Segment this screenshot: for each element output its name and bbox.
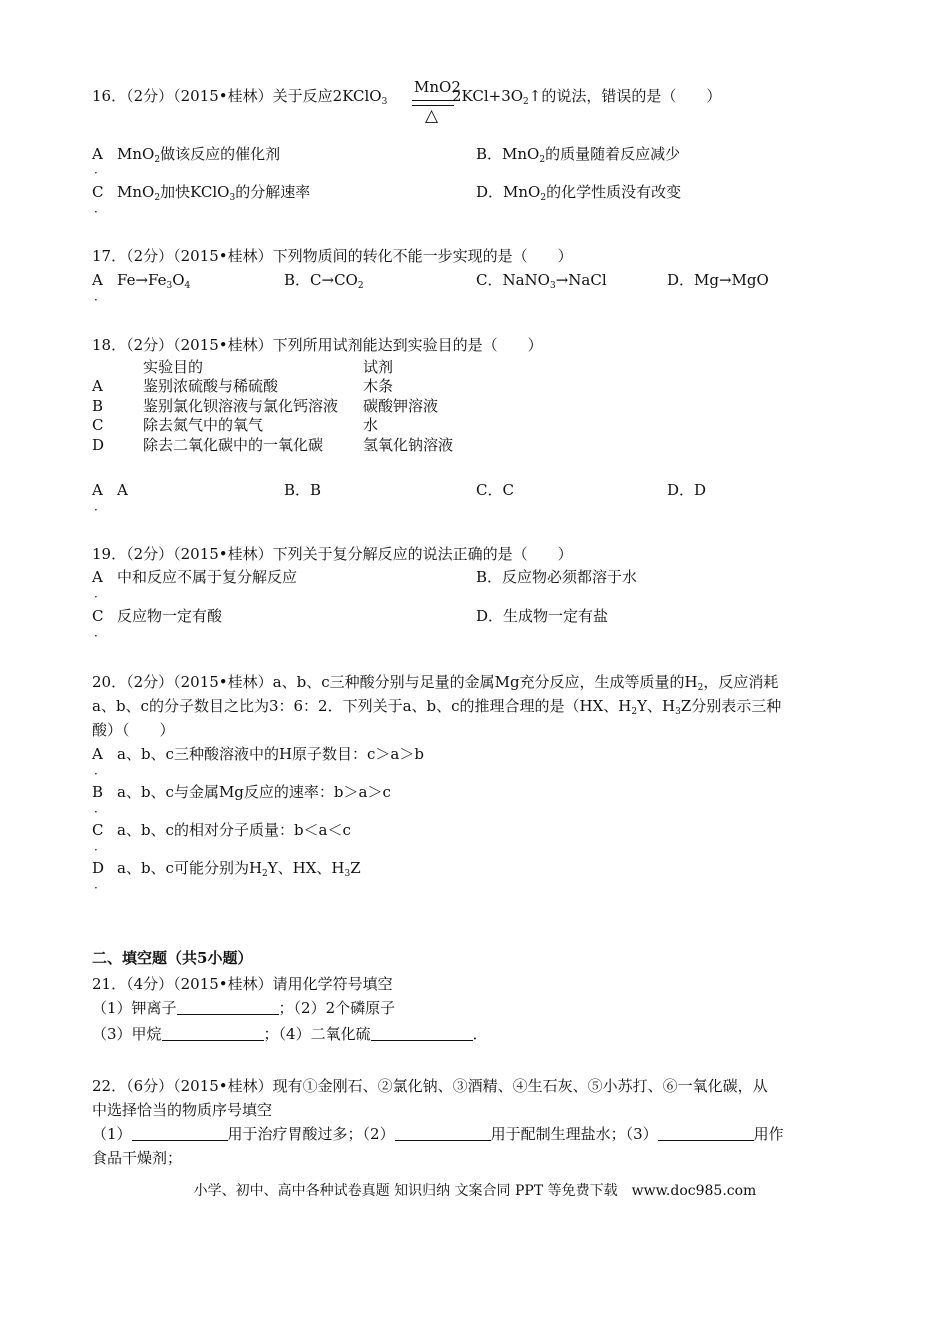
q18-option-b[interactable]: B．B — [284, 481, 322, 499]
q22-stem-line2: 中选择恰当的物质序号填空 — [92, 1101, 273, 1119]
q20-option-d-dot: · — [94, 881, 98, 895]
q20-option-b-label: B — [92, 783, 104, 801]
q16-option-c-dot: · — [94, 205, 98, 219]
q18-row-a-reagent: 木条 — [363, 377, 394, 395]
q16-stem-cont: $2KCl+3O_2↑$的说法，错误的是（ ） — [452, 87, 722, 107]
q19-option-d[interactable]: D．生成物一定有盐 — [476, 607, 609, 625]
q16-stem: 16．（2分）（2015•桂林）关于反应2KClO$_3$ — [92, 87, 388, 107]
q22-stem-line4: 食品干燥剂； — [92, 1149, 183, 1167]
q21-blank-1[interactable] — [177, 1000, 279, 1015]
q17-option-b[interactable]: B．$C\to CO_2$ — [284, 271, 364, 291]
q19-stem: 19．（2分）（2015•桂林）下列关于复分解反应的说法正确的是（ ） — [92, 545, 573, 563]
q19-option-c-label: C — [92, 607, 104, 625]
q20-stem-line2: a、b、c的分子数目之比为3：6：2．下列关于a、b、c的推理合理的是（HX、$H_2Y$、$H_3Z$分别表示三种 — [92, 697, 782, 717]
q18-row-b-reagent: 碳酸钾溶液 — [363, 397, 439, 415]
q19-option-a[interactable]: 中和反应不属于复分解反应 — [117, 568, 298, 586]
q18-stem: 18．（2分）（2015•桂林）下列所用试剂能达到实验目的是（ ） — [92, 336, 543, 354]
q18-row-c-purpose: 除去氮气中的氧气 — [143, 416, 264, 434]
q18-option-c[interactable]: C．C — [476, 481, 514, 499]
q17-option-a-label: A — [92, 271, 103, 289]
q20-option-a[interactable]: a、b、c三种酸溶液中的H原子数目：c＞a＞b — [117, 745, 424, 763]
q17-stem: 17．（2分）（2015•桂林）下列物质间的转化不能一步实现的是（ ） — [92, 247, 573, 265]
q19-option-c-dot: · — [94, 629, 98, 643]
q19-option-b[interactable]: B．反应物必须都溶于水 — [476, 568, 638, 586]
q18-option-a-dot: · — [94, 503, 98, 517]
q17-option-a-dot: · — [94, 293, 98, 307]
q18-row-c-reagent: 水 — [363, 416, 379, 434]
q21-line1: （1）钾离子 ；（2）2个磷原子 — [92, 999, 396, 1017]
q22-stem-line1: 22．（6分）（2015•桂林）现有①金刚石、②氯化钠、③酒精、④生石灰、⑤小苏打、⑥一氧化碳，从 — [92, 1077, 768, 1095]
q18-option-a-label: A — [92, 481, 103, 499]
q16-option-a[interactable]: MnO$_2$做该反应的催化剂 — [117, 145, 281, 165]
q16-catalyst: MnO2 — [414, 78, 461, 96]
q22-line3: （1） 用于治疗胃酸过多；（2） 用于配制生理盐水；（3） 用作 — [92, 1125, 784, 1143]
q20-option-a-label: A — [92, 745, 103, 763]
q17-option-c[interactable]: C．NaNO$_3$→NaCl — [476, 271, 607, 291]
q16-option-c[interactable]: MnO$_2$加快KClO$_3$的分解速率 — [117, 183, 311, 203]
q19-option-c[interactable]: 反应物一定有酸 — [117, 607, 223, 625]
q19-option-a-dot: · — [94, 590, 98, 604]
q21-blank-3[interactable] — [162, 1026, 264, 1041]
q18-row-d-purpose: 除去二氧化碳中的一氧化碳 — [143, 436, 324, 454]
q18-row-a-label: A — [92, 377, 103, 395]
q16-option-b[interactable]: B．MnO$_2$的质量随着反应减少 — [476, 145, 681, 165]
q20-option-a-dot: · — [94, 767, 98, 781]
q20-option-b-dot: · — [94, 805, 98, 819]
q20-option-c-dot: · — [94, 843, 98, 857]
q21-stem: 21．（4分）（2015•桂林）请用化学符号填空 — [92, 975, 393, 993]
section-2-title: 二、填空题（共5小题） — [92, 949, 253, 967]
q20-option-d[interactable]: a、b、c可能分别为$H_2Y$、HX、$H_3Z$ — [117, 859, 361, 879]
q22-blank-2[interactable] — [395, 1126, 491, 1141]
page-footer: 小学、初中、高中各种试卷真题 知识归纳 文案合同 PPT 等免费下载 www.doc985.com — [193, 1183, 757, 1199]
q18-table-header-purpose: 实验目的 — [143, 358, 204, 376]
q16-option-c-label: C — [92, 183, 104, 201]
q17-option-d[interactable]: D．Mg→MgO — [667, 271, 769, 289]
q18-table-header-reagent: 试剂 — [363, 358, 394, 376]
q21-blank-4[interactable] — [371, 1026, 473, 1041]
q21-line2: （3）甲烷 ；（4）二氧化硫 ． — [92, 1025, 488, 1043]
q18-row-b-purpose: 鉴别氯化钡溶液与氯化钙溶液 — [143, 397, 339, 415]
q18-option-d[interactable]: D．D — [667, 481, 707, 499]
q17-option-a[interactable]: $Fe\to Fe_3O_4$ — [117, 271, 191, 291]
q20-stem-line1: 20．（2分）（2015•桂林）a、b、c三种酸分别与足量的金属Mg充分反应，生成等质量的$H_2$，反应消耗 — [92, 673, 779, 693]
q20-option-c[interactable]: a、b、c的相对分子质量：b＜a＜c — [117, 821, 351, 839]
q22-blank-3[interactable] — [658, 1126, 754, 1141]
q18-row-b-label: B — [92, 397, 104, 415]
q22-blank-1[interactable] — [132, 1126, 228, 1141]
q20-stem-line3: 酸）（ ） — [92, 721, 175, 739]
q20-option-d-label: D — [92, 859, 105, 877]
q18-row-d-label: D — [92, 436, 105, 454]
q20-option-c-label: C — [92, 821, 104, 839]
q16-heat-symbol: △ — [425, 106, 439, 126]
q18-option-a[interactable]: A — [117, 481, 128, 499]
q19-option-a-label: A — [92, 568, 103, 586]
q18-row-d-reagent: 氢氧化钠溶液 — [363, 436, 454, 454]
q16-option-a-label: A — [92, 145, 103, 163]
q18-row-c-label: C — [92, 416, 104, 434]
q18-row-a-purpose: 鉴别浓硫酸与稀硫酸 — [143, 377, 279, 395]
q16-option-a-dot: · — [94, 166, 98, 180]
q20-option-b[interactable]: a、b、c与金属Mg反应的速率：b＞a＞c — [117, 783, 391, 801]
q16-option-d[interactable]: D．MnO$_2$的化学性质没有改变 — [476, 183, 682, 203]
